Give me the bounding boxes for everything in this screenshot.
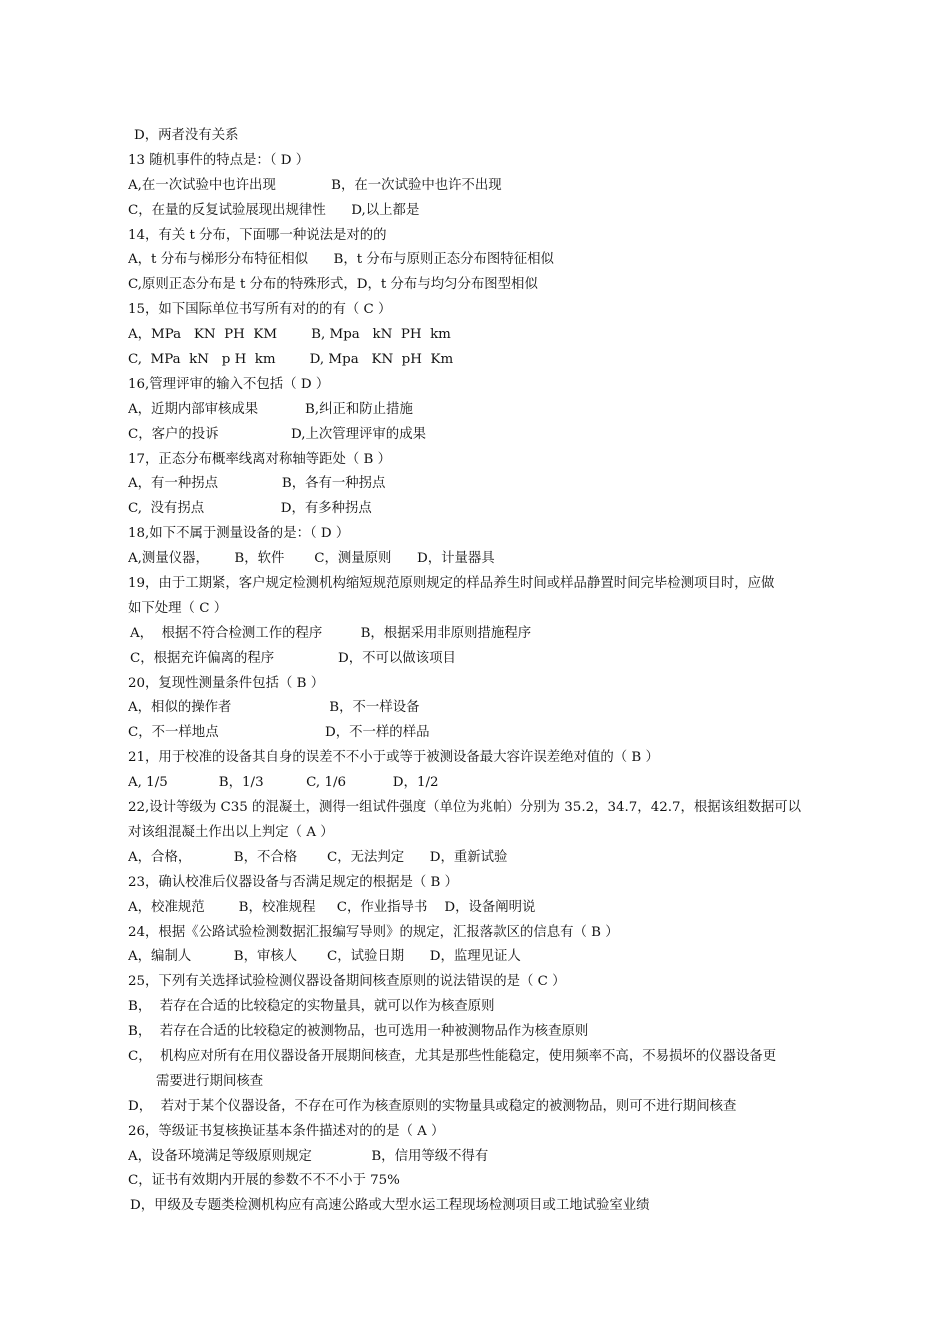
option-line: A, 1/5 B，1/3 C, 1/6 D，1/2 [128,775,439,791]
option-line: A，有一种拐点 B，各有一种拐点 [128,476,386,492]
question-line: 22,设计等级为 C35 的混凝土，测得一组试件强度（单位为兆帕）分别为 35.2，34.7，42.7，根据该组数据可以 [128,800,802,816]
question-line: 14，有关 t 分布，下面哪一种说法是对的的 [128,227,387,243]
option-line: A,在一次试验中也许出现 B，在一次试验中也许不出现 [128,177,502,193]
document-body [128,124,828,1219]
option-line: A，编制人 B，审核人 C，试验日期 D，监理见证人 [128,949,521,965]
option-line: D， 若对于某个仪器设备，不存在可作为核查原则的实物量具或稳定的被测物品，则可不进行期间核查 [128,1098,737,1114]
option-line: A，合格， B，不合格 C，无法判定 D，重新试验 [128,849,508,865]
question-line: 16,管理评审的输入不包括（ D ） [128,376,330,392]
option-line: A，近期内部审核成果 B,纠正和防止措施 [128,401,413,417]
option-line: A，校准规范 B，校准规程 C，作业指导书 D，设备阐明说 [128,899,536,915]
question-line: 23，确认校准后仪器设备与否满足规定的根据是（ B ） [128,874,458,890]
option-line: D，两者没有关系 [134,128,239,143]
option-line: A,测量仪器， B，软件 C，测量原则 D，计量器具 [128,551,495,567]
option-line: A，设备环境满足等级原则规定 B，信用等级不得有 [128,1148,489,1164]
question-line: 20，复现性测量条件包括（ B ） [128,675,325,691]
option-line: A，MPa KN PH KM B, Mpa kN PH km [128,327,451,343]
question-line: 21，用于校准的设备其自身的误差不不小于或等于被测设备最大容许误差绝对值的（ B ） [128,750,659,766]
option-line: C，根据充许偏离的程序 D，不可以做该项目 [130,650,456,666]
option-line: B， 若存在合适的比较稳定的实物量具，就可以作为核查原则 [128,999,495,1015]
option-line: C，在量的反复试验展现出规律性 D,以上都是 [128,202,420,218]
question-line: 18,如下不属于测量设备的是：（ D ） [128,526,350,542]
option-line: C， 机构应对所有在用仪器设备开展期间核查，尤其是那些性能稳定，使用频率不高，不易损坏的仪器设备更 [128,1048,777,1064]
option-line: C, 没有拐点 D，有多种拐点 [128,501,372,517]
option-line: B， 若存在合适的比较稳定的被测物品，也可选用一种被测物品作为核查原则 [128,1024,589,1040]
option-line-continued: 需要进行期间核查 [156,1073,264,1089]
option-line: C，证书有效期内开展的参数不不不小于 75% [128,1173,400,1189]
question-line: 17，正态分布概率线离对称轴等距处（ B ） [128,451,392,467]
option-line: C，不一样地点 D，不一样的样品 [128,725,430,741]
question-line: 24，根据《公路试验检测数据汇报编写导则》的规定，汇报落款区的信息有（ B ） [128,924,619,940]
option-line: C，客户的投诉 D,上次管理评审的成果 [128,426,426,442]
option-line: C,原则正态分布是 t 分布的特殊形式，D，t 分布与均匀分布图型相似 [128,277,538,293]
option-line: A， 根据不符合检测工作的程序 B，根据采用非原则措施程序 [130,625,532,641]
question-line: 13 随机事件的特点是：（ D ） [128,152,310,168]
question-line: 25，下列有关选择试验检测仪器设备期间核查原则的说法错误的是（ C ） [128,974,566,990]
option-line: A，t 分布与梯形分布特征相似 B，t 分布与原则正态分布图特征相似 [128,252,554,268]
option-line: D，甲级及专题类检测机构应有高速公路或大型水运工程现场检测项目或工地试验室业绩 [130,1198,650,1214]
question-line: 19，由于工期紧，客户规定检测机构缩短规范原则规定的样品养生时间或样品静置时间完毕检测项目时，应做 [128,576,775,592]
question-line: 26，等级证书复核换证基本条件描述对的的是（ A ） [128,1123,445,1139]
option-line: C, MPa kN p H km D, Mpa KN pH Km [128,352,454,368]
question-line: 15，如下国际单位书写所有对的的有（ C ） [128,302,392,318]
option-line: A，相似的操作者 B，不一样设备 [128,700,420,716]
question-line: 对该组混凝土作出以上判定（ A ） [128,824,334,840]
question-line: 如下处理（ C ） [128,600,228,616]
